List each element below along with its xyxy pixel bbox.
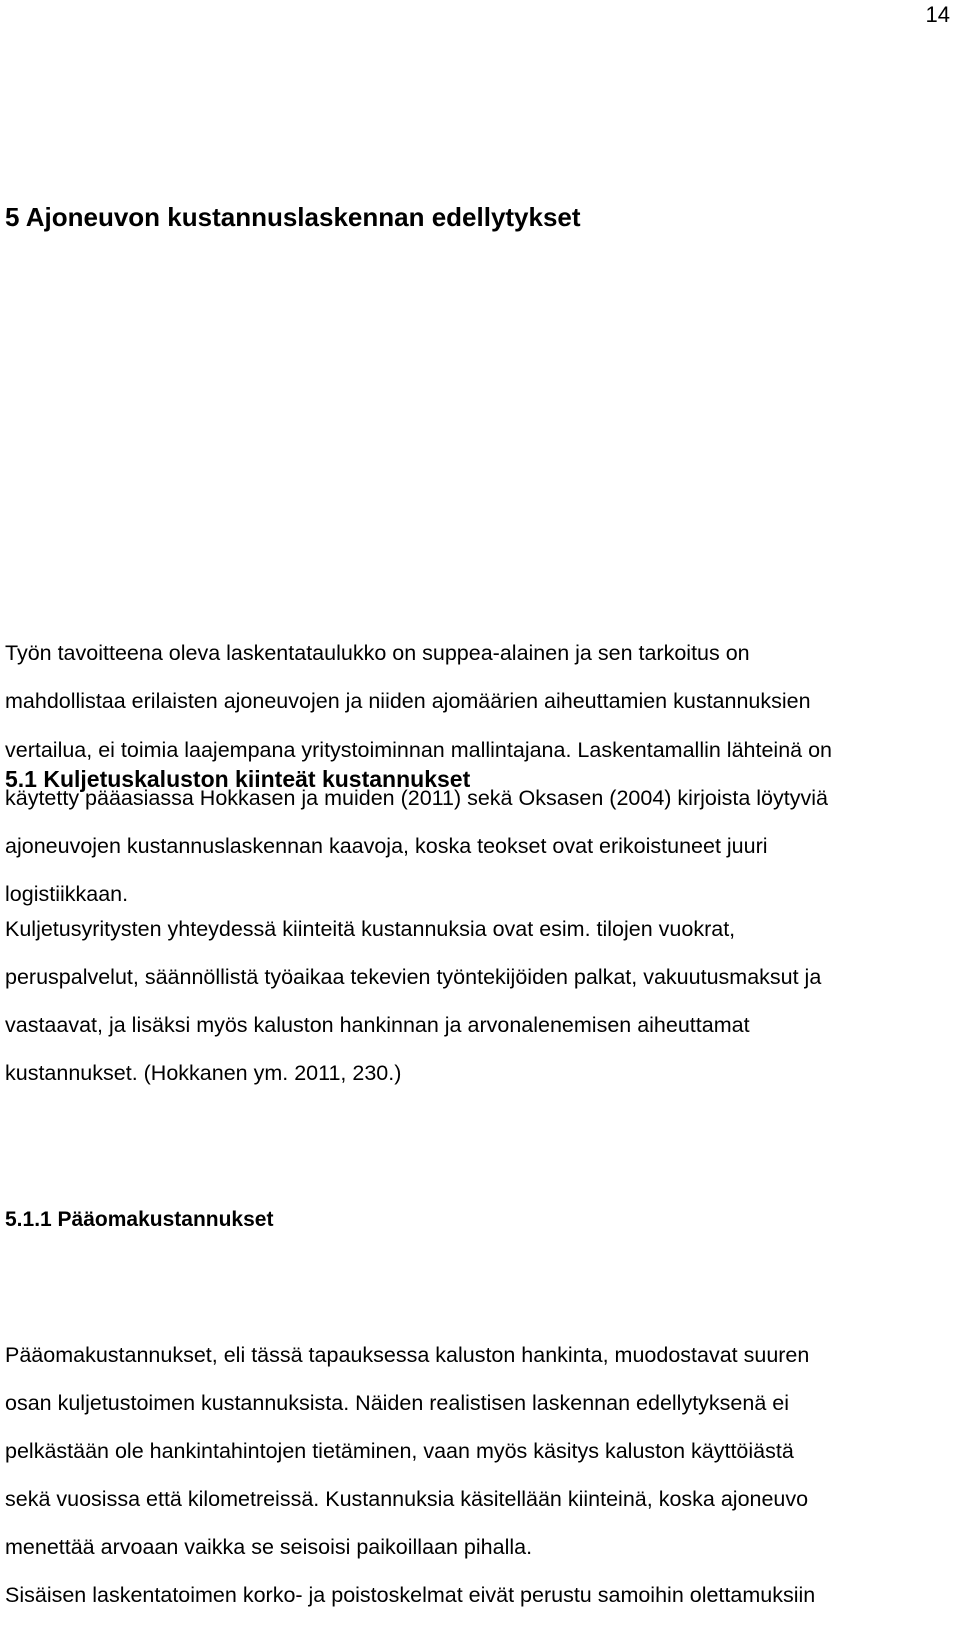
paragraph-line: menettää arvoaan vaikka se seisoisi paikoillaan pihalla. xyxy=(5,1535,533,1559)
paragraph-line: peruspalvelut, säännöllistä työaikaa tekevien työntekijöiden palkat, vakuutusmaksut ja xyxy=(5,965,822,989)
paragraph-line: pelkästään ole hankintahintojen tietäminen, vaan myös käsitys kaluston käyttöiästä xyxy=(5,1439,794,1463)
paragraph-line: Työn tavoitteena oleva laskentataulukko on suppea-alainen ja sen tarkoitus on xyxy=(5,641,750,665)
paragraph-fixed-costs xyxy=(5,905,955,1097)
paragraph-line: kustannukset. (Hokkanen ym. 2011, 230.) xyxy=(5,1061,402,1085)
paragraph-line: Sisäisen laskentatoimen korko- ja poistoskelmat eivät perustu samoihin olettamuksiin xyxy=(5,1583,816,1607)
paragraph-line: logistiikkaan. xyxy=(5,882,129,907)
paragraph-line: Kuljetusyritysten yhteydessä kiinteitä kustannuksia ovat esim. tilojen vuokrat, xyxy=(5,917,736,941)
paragraph-capital-costs xyxy=(5,1331,955,1619)
paragraph-line: sekä vuosissa että kilometreissä. Kustannuksia käsitellään kiinteinä, koska ajoneuvo xyxy=(5,1487,809,1511)
page-number: 14 xyxy=(925,2,950,27)
paragraph-line: vertailua, ei toimia laajempana yritystoiminnan mallintajana. Laskentamallin lähteinä on xyxy=(5,737,833,762)
paragraph-line: mahdollistaa erilaisten ajoneuvojen ja niiden ajomäärien aiheuttamien kustannuksien xyxy=(5,689,811,714)
paragraph-line: osan kuljetustoimen kustannuksista. Näiden realistisen laskennan edellytyksenä ei xyxy=(5,1391,790,1415)
section-heading-5-1: 5.1 Kuljetuskaluston kiinteät kustannukset xyxy=(5,766,471,792)
paragraph-line: ajoneuvojen kustannuslaskennan kaavoja, koska teokset ovat erikoistuneet juuri xyxy=(5,834,768,859)
section-heading-5-1-1: 5.1.1 Pääomakustannukset xyxy=(5,1208,274,1231)
section-heading-5: 5 Ajoneuvon kustannuslaskennan edellytykset xyxy=(5,202,581,232)
paragraph-line: käytetty pääasiassa Hokkasen ja muiden (2011) sekä Oksasen (2004) kirjoista löytyviä xyxy=(5,785,828,810)
paragraph-line: vastaavat, ja lisäksi myös kaluston hankinnan ja arvonalenemisen aiheuttamat xyxy=(5,1013,750,1037)
paragraph-line: Pääomakustannukset, eli tässä tapauksessa kaluston hankinta, muodostavat suuren xyxy=(5,1343,810,1367)
